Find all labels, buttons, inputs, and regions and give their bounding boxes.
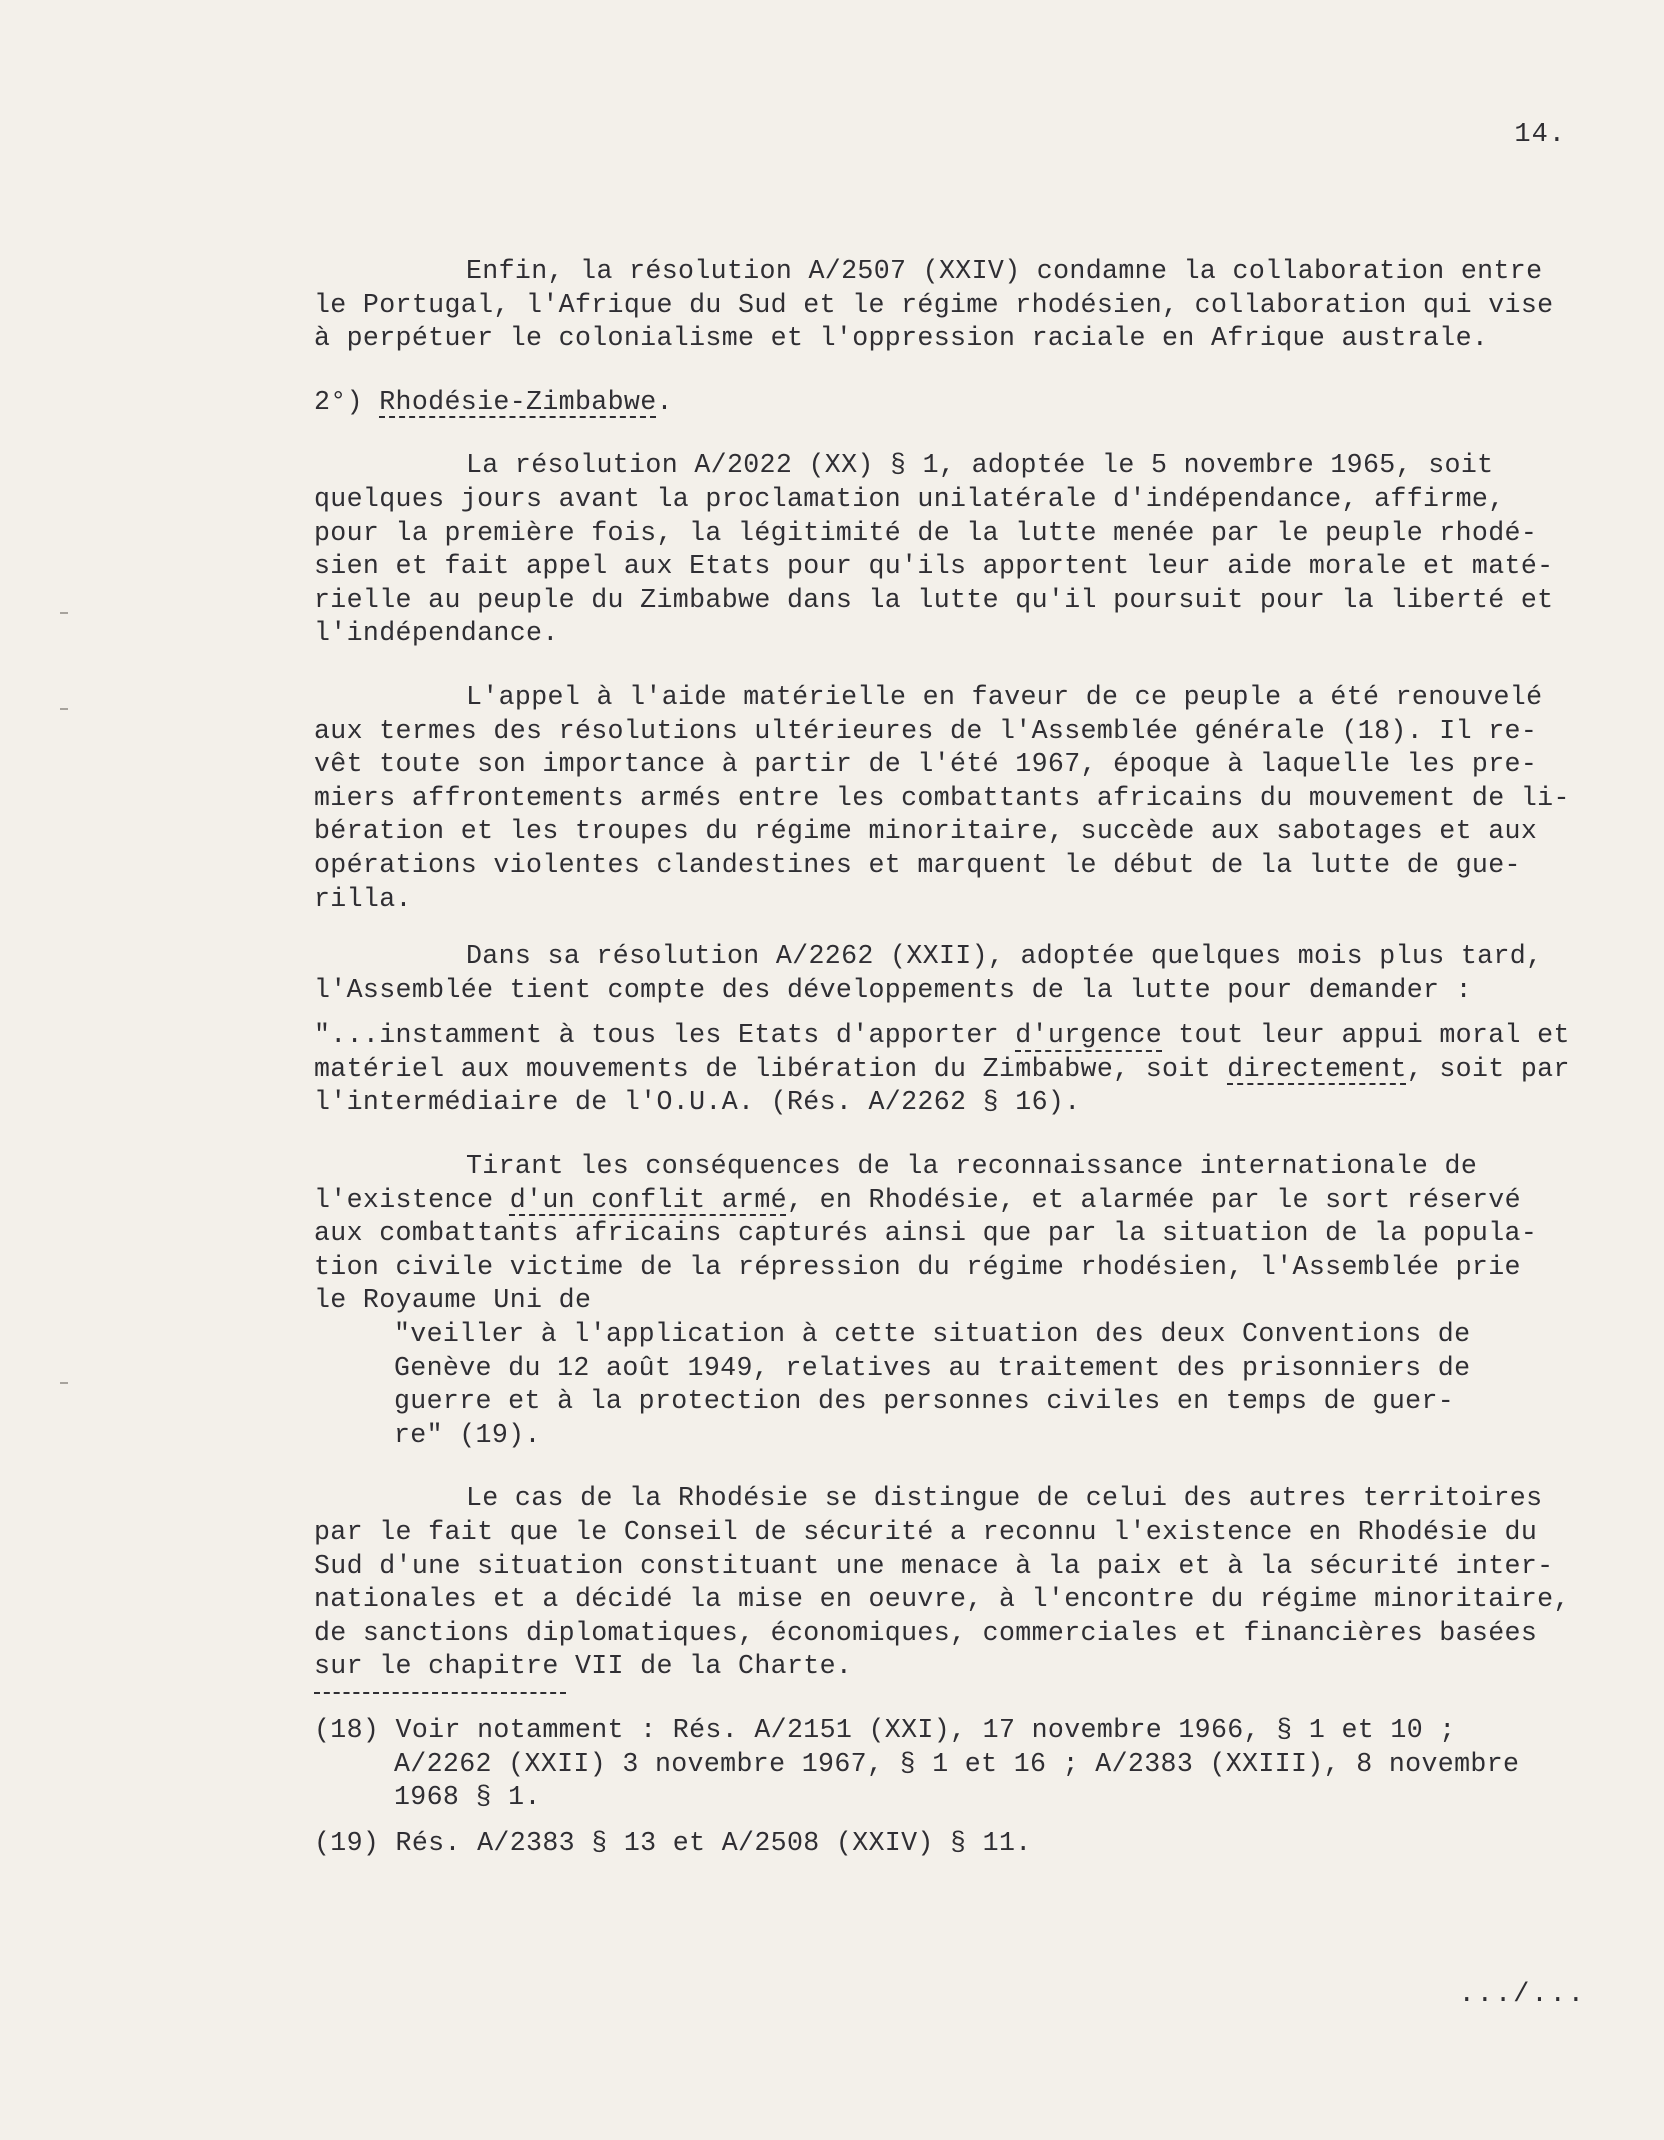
section-title: Rhodésie-Zimbabwe [379,386,657,417]
text-line: miers affrontements armés entre les combattants africains du mouvement de li- [314,782,1570,813]
quote-line: guerre et à la protection des personnes civiles en temps de guer- [394,1386,1455,1417]
paragraph-text: , en Rhodésie, et alarmée par le sort réservé [786,1184,1521,1215]
quote-geneve [314,1318,1614,1452]
text-line: quelques jours avant la proclamation unilatérale d'indépendance, affirme, [314,483,1505,514]
paragraph-collaboration [314,255,1614,356]
text-line: Tirant les conséquences de la reconnaissance internationale de [466,1151,1478,1182]
quote-resolution-2262 [314,1019,1614,1120]
text-line: bération et les troupes du régime minoritaire, succède aux sabotages et aux [314,816,1538,847]
page-number: 14. [1514,120,1566,150]
underlined-text: d'un conflit armé [509,1184,787,1215]
margin-mark [60,708,68,710]
text-line: l'indépendance. [314,618,559,649]
quote-text: matériel aux mouvements de libération du Zimbabwe, soit [314,1053,1228,1084]
text-line: pour la première fois, la légitimité de la lutte menée par le peuple rhodé- [314,517,1538,548]
paragraph-appel-aide [314,681,1614,916]
quote-text: , soit par [1406,1053,1570,1084]
quote-line: "veiller à l'application à cette situation des deux Conventions de [394,1319,1471,1350]
text-line [314,1184,1614,1218]
text-line: à perpétuer le colonialisme et l'oppression raciale en Afrique australe. [314,323,1489,354]
text-line: l'Assemblée tient compte des développements de la lutte pour demander : [314,974,1472,1005]
footnote-line: (19) Rés. A/2383 § 13 et A/2508 (XXIV) § 11. [314,1827,1032,1858]
section-heading [314,386,1614,420]
paragraph-conseil-securite [314,1482,1614,1684]
margin-mark [60,612,68,614]
quote-line: re" (19). [394,1419,541,1450]
text-line: aux termes des résolutions ultérieures de l'Assemblée générale (18). Il re- [314,715,1538,746]
footnote-line: 1968 § 1. [394,1782,541,1813]
footnote-19 [314,1827,1614,1861]
text-line: le Portugal, l'Afrique du Sud et le régime rhodésien, collaboration qui vise [314,289,1554,320]
footnote-line: A/2262 (XXII) 3 novembre 1967, § 1 et 16 ; A/2383 (XXIII), 8 novembre [394,1748,1520,1779]
paragraph-conflit-arme [314,1150,1614,1318]
text-line: Sud d'une situation constituant une menace à la paix et à la sécurité inter- [314,1550,1554,1581]
section-title-dot: . [656,386,673,417]
quote-line: l'intermédiaire de l'O.U.A. (Rés. A/2262 § 16). [314,1087,1081,1118]
footnote-separator [314,1692,566,1694]
document-body [314,255,1614,1860]
underlined-text: directement [1227,1053,1407,1084]
paragraph-resolution-2262 [314,940,1614,1007]
text-line: Dans sa résolution A/2262 (XXII), adoptée quelques mois plus tard, [466,941,1543,972]
paragraph-resolution-2022 [314,449,1614,651]
text-line: sur le chapitre VII de la Charte. [314,1651,853,1682]
text-line: rielle au peuple du Zimbabwe dans la lutte qu'il poursuit pour la liberté et [314,584,1554,615]
paragraph-text: l'existence [314,1184,510,1215]
text-line: Le cas de la Rhodésie se distingue de celui des autres territoires [466,1483,1543,1514]
quote-text: "...instamment à tous les Etats d'apporter [314,1020,1016,1051]
text-line: tion civile victime de la répression du régime rhodésien, l'Assemblée prie [314,1251,1521,1282]
text-line: nationales et a décidé la mise en oeuvre, à l'encontre du régime minoritaire, [314,1584,1570,1615]
footnote-18 [314,1714,1614,1815]
section-number: 2°) [314,386,380,417]
text-line: le Royaume Uni de [314,1285,592,1316]
text-line: vêt toute son importance à partir de l'été 1967, époque à laquelle les pre- [314,749,1538,780]
footnote-line: (18) Voir notamment : Rés. A/2151 (XXI), 17 novembre 1966, § 1 et 10 ; [314,1714,1456,1745]
continuation-mark: .../... [1458,1980,1586,2010]
text-line: par le fait que le Conseil de sécurité a reconnu l'existence en Rhodésie du [314,1517,1538,1547]
text-line: aux combattants africains capturés ainsi que par la situation de la popula- [314,1218,1538,1249]
text-line: rilla. [314,883,412,914]
quote-text: tout leur appui moral et [1162,1020,1570,1051]
quote-line: Genève du 12 août 1949, relatives au traitement des prisonniers de [394,1352,1471,1383]
margin-mark [60,1382,68,1384]
text-line: opérations violentes clandestines et marquent le début de la lutte de gue- [314,849,1521,880]
text-line: L'appel à l'aide matérielle en faveur de ce peuple a été renouvelé [466,681,1543,712]
text-line: Enfin, la résolution A/2507 (XXIV) condamne la collaboration entre [466,256,1543,286]
quote-line [314,1019,1614,1053]
text-line: La résolution A/2022 (XX) § 1, adoptée le 5 novembre 1965, soit [466,450,1494,481]
text-line: de sanctions diplomatiques, économiques, commerciales et financières basées [314,1617,1538,1648]
text-line: sien et fait appel aux Etats pour qu'ils apportent leur aide morale et maté- [314,551,1554,582]
underlined-text: d'urgence [1015,1020,1163,1051]
quote-line [314,1053,1614,1087]
